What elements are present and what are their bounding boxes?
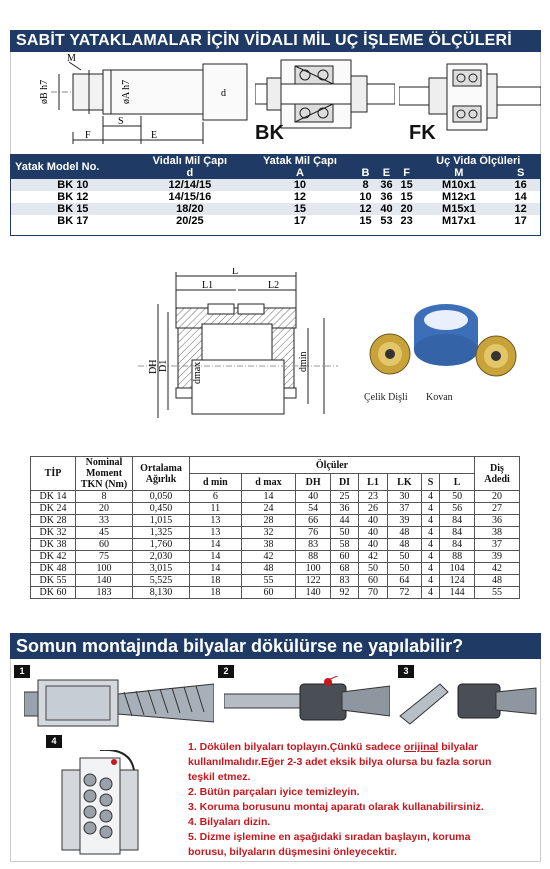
label-B: øB h7 bbox=[39, 79, 50, 104]
table-cell: 50 bbox=[331, 527, 359, 539]
step-3-illustration bbox=[398, 676, 538, 732]
table-row bbox=[11, 191, 540, 203]
table-cell: 26 bbox=[359, 503, 388, 515]
sub-header: d min bbox=[190, 474, 242, 491]
table-cell: 4 bbox=[421, 575, 439, 587]
caption-steel-gear: Çelik Dişli bbox=[364, 392, 408, 403]
table-cell: 44 bbox=[331, 515, 359, 527]
table-cell: 12 bbox=[501, 203, 540, 215]
instruction-line-1 bbox=[188, 740, 528, 755]
table-cell: 8 bbox=[76, 491, 133, 503]
instruction-1a: 1. Dökülen bilyaları toplayın.Çünkü sadece bbox=[188, 741, 404, 753]
col-F: F bbox=[397, 167, 417, 179]
table-cell: 50 bbox=[388, 551, 422, 563]
label-S: S bbox=[118, 116, 124, 127]
table-cell: 20 bbox=[76, 503, 133, 515]
label-A: øA h7 bbox=[121, 79, 132, 104]
table-cell: 40 bbox=[359, 527, 388, 539]
table-cell: 16 bbox=[501, 179, 540, 191]
label-L2: L2 bbox=[268, 280, 280, 291]
table-cell: 20/25 bbox=[135, 215, 245, 227]
table-cell: BK 15 bbox=[11, 203, 135, 215]
table-cell: 4 bbox=[421, 587, 439, 599]
table-cell: 104 bbox=[440, 563, 475, 575]
table-cell: BK 17 bbox=[11, 215, 135, 227]
table-cell: 76 bbox=[296, 527, 331, 539]
table-cell: 13 bbox=[190, 527, 242, 539]
instruction-line-2: kullanılmalıdır.Eğer 2-3 adet eksik bilya olursa bu fazla sorun bbox=[188, 756, 492, 768]
coupling-dimension-table bbox=[30, 456, 520, 599]
table-cell: 36 bbox=[376, 191, 397, 203]
table-cell: 23 bbox=[397, 215, 417, 227]
table-row bbox=[11, 215, 540, 227]
table-row bbox=[31, 503, 520, 515]
table-cell: 18/20 bbox=[135, 203, 245, 215]
col-d: d bbox=[135, 167, 245, 179]
table-cell: BK 12 bbox=[11, 191, 135, 203]
table-cell: 38 bbox=[241, 539, 296, 551]
col-B: B bbox=[355, 167, 376, 179]
table-cell: 54 bbox=[296, 503, 331, 515]
table-cell: 15 bbox=[397, 191, 417, 203]
end-machining-drawings bbox=[10, 52, 541, 154]
table-cell: M10x1 bbox=[416, 179, 501, 191]
section3-title: Somun montajında bilyalar dökülürse ne yapılabilir? bbox=[10, 633, 541, 659]
table-cell: 30 bbox=[388, 491, 422, 503]
table-cell: 75 bbox=[76, 551, 133, 563]
table-cell: 4 bbox=[421, 539, 439, 551]
step-4-badge: 4 bbox=[46, 735, 62, 748]
table-row bbox=[11, 203, 540, 215]
table-cell: 33 bbox=[76, 515, 133, 527]
table-cell: 12/14/15 bbox=[135, 179, 245, 191]
table-cell: 1,760 bbox=[133, 539, 190, 551]
step-4-illustration bbox=[50, 750, 150, 858]
col-end-thread: Uç Vida Ölçüleri bbox=[416, 155, 540, 167]
table-cell: 27 bbox=[475, 503, 520, 515]
table-cell: 84 bbox=[440, 515, 475, 527]
table-cell: 12 bbox=[245, 191, 355, 203]
shaft-end-drawing bbox=[11, 52, 251, 154]
col-screw-dia: Vidalı Mil Çapı bbox=[135, 155, 245, 167]
table-cell: 15 bbox=[397, 179, 417, 191]
table-cell: 100 bbox=[76, 563, 133, 575]
table-cell: 8 bbox=[355, 179, 376, 191]
table-cell: 0,050 bbox=[133, 491, 190, 503]
table-cell: 56 bbox=[440, 503, 475, 515]
sub-header: L bbox=[440, 474, 475, 491]
table-cell: 1,015 bbox=[133, 515, 190, 527]
instruction-line-4: 2. Bütün parçaları iyice temizleyin. bbox=[188, 786, 360, 798]
table-cell: 6 bbox=[190, 491, 242, 503]
table-row bbox=[11, 179, 540, 191]
table-cell: 60 bbox=[76, 539, 133, 551]
table-cell: 2,030 bbox=[133, 551, 190, 563]
table-cell: BK 10 bbox=[11, 179, 135, 191]
table-row bbox=[31, 575, 520, 587]
coupling-drawing bbox=[118, 268, 350, 440]
table-cell: 58 bbox=[331, 539, 359, 551]
table-row bbox=[31, 551, 520, 563]
table-cell: 15 bbox=[355, 215, 376, 227]
instruction-line-6: 4. Bilyaları dizin. bbox=[188, 816, 271, 828]
label-L1: L1 bbox=[202, 280, 214, 291]
table-cell: 183 bbox=[76, 587, 133, 599]
table-cell: 45 bbox=[76, 527, 133, 539]
label-d: d bbox=[221, 88, 226, 99]
col-dims: Ölçüler bbox=[190, 457, 475, 474]
sub-header: d max bbox=[241, 474, 296, 491]
table-cell: 53 bbox=[376, 215, 397, 227]
table-cell: 4 bbox=[421, 515, 439, 527]
table-cell: 83 bbox=[296, 539, 331, 551]
label-D1: D1 bbox=[158, 359, 169, 372]
caption-sleeve: Kovan bbox=[426, 392, 453, 403]
table-cell: 36 bbox=[331, 503, 359, 515]
table-cell: 17 bbox=[501, 215, 540, 227]
step-3-badge: 3 bbox=[398, 665, 414, 678]
col-tip: TİP bbox=[31, 457, 76, 491]
table-cell: 50 bbox=[388, 563, 422, 575]
table-cell: 4 bbox=[421, 491, 439, 503]
col-S: S bbox=[501, 167, 540, 179]
table-cell: 88 bbox=[296, 551, 331, 563]
table-cell: 50 bbox=[440, 491, 475, 503]
table-cell: 68 bbox=[331, 563, 359, 575]
step-1-badge: 1 bbox=[14, 665, 30, 678]
sub-header: LK bbox=[388, 474, 422, 491]
table-cell: 88 bbox=[440, 551, 475, 563]
table-cell: DK 42 bbox=[31, 551, 76, 563]
table-cell: M17x1 bbox=[416, 215, 501, 227]
label-F: F bbox=[85, 130, 91, 141]
sub-header: L1 bbox=[359, 474, 388, 491]
table-cell: 42 bbox=[241, 551, 296, 563]
table-cell: 5,525 bbox=[133, 575, 190, 587]
table-cell: 60 bbox=[331, 551, 359, 563]
col-teeth: Diş Adedi bbox=[475, 457, 520, 491]
table-cell: 24 bbox=[241, 503, 296, 515]
table-cell: 11 bbox=[190, 503, 242, 515]
table-cell: 17 bbox=[245, 215, 355, 227]
instruction-1b: bilyalar bbox=[438, 741, 479, 753]
table-cell: 1,325 bbox=[133, 527, 190, 539]
table-cell: 39 bbox=[388, 515, 422, 527]
table-cell: 122 bbox=[296, 575, 331, 587]
table-cell: 20 bbox=[475, 491, 520, 503]
label-M: M bbox=[67, 53, 76, 64]
table-cell: 14 bbox=[501, 191, 540, 203]
col-nominal: Nominal Moment TKN (Nm) bbox=[76, 457, 133, 491]
table-cell: 10 bbox=[355, 191, 376, 203]
table-cell: DK 32 bbox=[31, 527, 76, 539]
table-cell: DK 38 bbox=[31, 539, 76, 551]
table-cell: 3,015 bbox=[133, 563, 190, 575]
sub-header: DH bbox=[296, 474, 331, 491]
table-cell: 12 bbox=[355, 203, 376, 215]
table-cell: 18 bbox=[190, 587, 242, 599]
table-cell: 25 bbox=[331, 491, 359, 503]
table-cell: 40 bbox=[296, 491, 331, 503]
table-cell: 48 bbox=[388, 539, 422, 551]
table-cell: 38 bbox=[475, 527, 520, 539]
fk-label: FK bbox=[409, 122, 436, 144]
table-cell: 55 bbox=[241, 575, 296, 587]
table-cell: DK 55 bbox=[31, 575, 76, 587]
col-weight: Ortalama Ağırlık bbox=[133, 457, 190, 491]
table-cell: 83 bbox=[331, 575, 359, 587]
col-model: Yatak Model No. bbox=[11, 155, 135, 179]
step-2-illustration bbox=[224, 676, 390, 728]
table-row bbox=[31, 587, 520, 599]
table-cell: 50 bbox=[359, 563, 388, 575]
instruction-1-underlined: orijinal bbox=[403, 741, 439, 753]
step-1-illustration bbox=[24, 676, 214, 732]
table-cell: 72 bbox=[388, 587, 422, 599]
instructions-block bbox=[188, 740, 528, 860]
label-E: E bbox=[151, 130, 158, 141]
table-cell: 18 bbox=[190, 575, 242, 587]
col-M: M bbox=[416, 167, 501, 179]
table-cell: 10 bbox=[245, 179, 355, 191]
table-cell: 4 bbox=[421, 503, 439, 515]
table-cell: DK 60 bbox=[31, 587, 76, 599]
table-cell: 37 bbox=[388, 503, 422, 515]
instruction-line-3: teşkil etmez. bbox=[188, 771, 251, 783]
table-cell: 84 bbox=[440, 527, 475, 539]
table-cell: 66 bbox=[296, 515, 331, 527]
table-cell: 42 bbox=[359, 551, 388, 563]
col-E: E bbox=[376, 167, 397, 179]
label-DH: DH bbox=[148, 359, 159, 374]
table-cell: 64 bbox=[388, 575, 422, 587]
bk-dimension-table bbox=[10, 154, 541, 236]
table-cell: 36 bbox=[376, 179, 397, 191]
table-row bbox=[31, 563, 520, 575]
table-cell: 42 bbox=[475, 563, 520, 575]
instruction-line-8: borusu, bilyaların düşmesini önleyecektir. bbox=[188, 846, 397, 858]
label-dmax: dmax bbox=[192, 361, 203, 384]
table-cell: 124 bbox=[440, 575, 475, 587]
table-cell: 14 bbox=[241, 491, 296, 503]
table-cell: 40 bbox=[359, 515, 388, 527]
table-cell: 4 bbox=[421, 563, 439, 575]
label-dmin: dmin bbox=[298, 351, 309, 372]
label-L: L bbox=[232, 268, 239, 277]
table-cell: 55 bbox=[475, 587, 520, 599]
table-cell: 48 bbox=[241, 563, 296, 575]
table-cell: 32 bbox=[241, 527, 296, 539]
table-cell: 144 bbox=[440, 587, 475, 599]
table-row bbox=[31, 539, 520, 551]
table-cell: 8,130 bbox=[133, 587, 190, 599]
table-cell: 40 bbox=[376, 203, 397, 215]
table-cell: 70 bbox=[359, 587, 388, 599]
table-cell: 14 bbox=[190, 551, 242, 563]
table-cell: 13 bbox=[190, 515, 242, 527]
table-row bbox=[31, 515, 520, 527]
table-cell: 14 bbox=[190, 539, 242, 551]
table-cell: 92 bbox=[331, 587, 359, 599]
table-cell: 0,450 bbox=[133, 503, 190, 515]
table-row bbox=[31, 527, 520, 539]
table-cell: 4 bbox=[421, 551, 439, 563]
table-cell: 40 bbox=[359, 539, 388, 551]
sub-header: DI bbox=[331, 474, 359, 491]
table-cell: 37 bbox=[475, 539, 520, 551]
table-cell: M15x1 bbox=[416, 203, 501, 215]
col-A: A bbox=[245, 167, 355, 179]
table-cell: 36 bbox=[475, 515, 520, 527]
table-cell: 60 bbox=[241, 587, 296, 599]
table-cell: 4 bbox=[421, 527, 439, 539]
sub-header: S bbox=[421, 474, 439, 491]
table-cell: M12x1 bbox=[416, 191, 501, 203]
coupling-parts-photo bbox=[356, 296, 536, 396]
table-cell: DK 28 bbox=[31, 515, 76, 527]
table-cell: DK 24 bbox=[31, 503, 76, 515]
table-row bbox=[31, 491, 520, 503]
table-cell: 23 bbox=[359, 491, 388, 503]
table-cell: 39 bbox=[475, 551, 520, 563]
table-cell: DK 14 bbox=[31, 491, 76, 503]
instruction-line-7: 5. Dizme işlemine en aşağıdaki sıradan başlayın, koruma bbox=[188, 831, 471, 843]
table-cell: 100 bbox=[296, 563, 331, 575]
table-cell: 48 bbox=[388, 527, 422, 539]
table-cell: 140 bbox=[296, 587, 331, 599]
table-cell: 14 bbox=[190, 563, 242, 575]
table-cell: 84 bbox=[440, 539, 475, 551]
table-cell: 60 bbox=[359, 575, 388, 587]
table-cell: 28 bbox=[241, 515, 296, 527]
table-cell: 14/15/16 bbox=[135, 191, 245, 203]
table-cell: 20 bbox=[397, 203, 417, 215]
table-cell: 48 bbox=[475, 575, 520, 587]
section1-title: SABİT YATAKLAMALAR İÇİN VİDALI MİL UÇ İŞLEME ÖLÇÜLERİ bbox=[10, 30, 541, 52]
table-cell: 15 bbox=[245, 203, 355, 215]
table-cell: 140 bbox=[76, 575, 133, 587]
step-2-badge: 2 bbox=[218, 665, 234, 678]
table-cell: DK 48 bbox=[31, 563, 76, 575]
col-bearing-dia: Yatak Mil Çapı bbox=[245, 155, 355, 167]
bk-label: BK bbox=[255, 122, 284, 144]
instruction-line-5: 3. Koruma borusunu montaj aparatı olarak kullanabilirsiniz. bbox=[188, 801, 484, 813]
